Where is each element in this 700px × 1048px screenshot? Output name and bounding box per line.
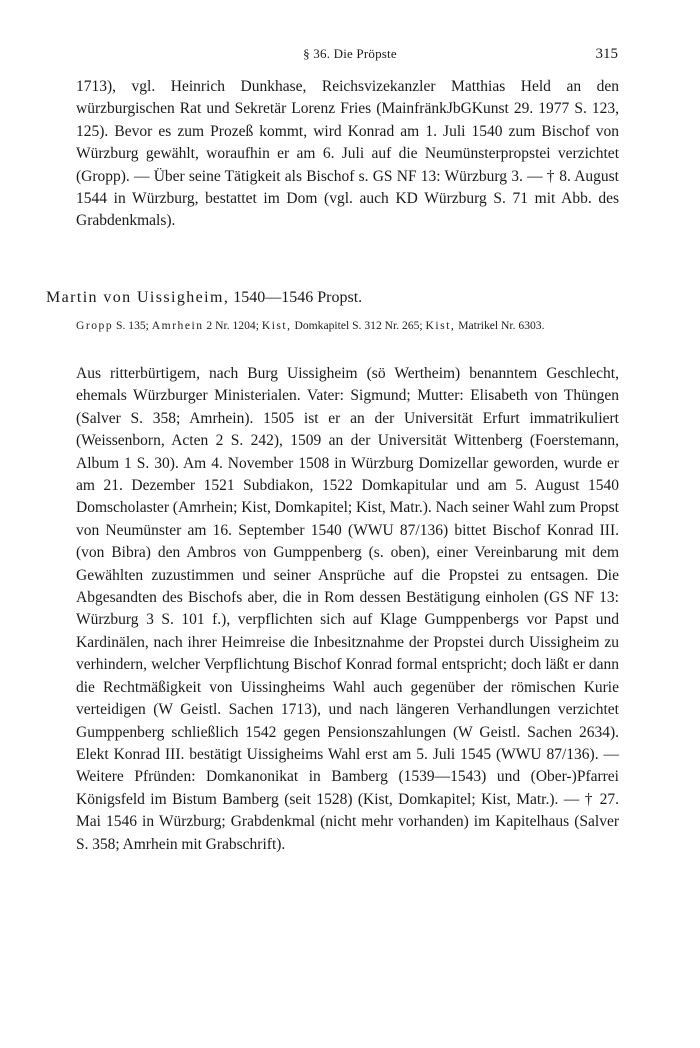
source-ref: 2 Nr. 1204;	[206, 319, 259, 332]
running-head	[0, 46, 700, 66]
biography-paragraph: Aus ritterbürtigem, nach Burg Uissigheim (sö Wertheim) benanntem Geschlecht, ehemals Würzburger Ministerialen. Vater: Sigmund; Mutter: Elisabeth von Thüngen (Salver S. 358; Amrhein). 1505 ist er an der Universität Erfurt immatrikuliert (Weissenborn, Acten 2 S. 242), 1509 an der Universität Wittenberg (Foerstemann, Album 1 S. 30). Am 4. November 1508 in Würzburg Domizellar geworden, wurde er am 21. Dezember 1521 Subdiakon, 1522 Domkapitular und am 5. August 1540 Domscholaster (Amrhein; Kist, Domkapitel; Kist, Matr.). Nach seiner Wahl zum Propst von Neumünster am 16. September 1540 (WWU 87/136) bittet Bischof Konrad III. (von Bibra) den Ambros von Gumppenberg (s. oben), einer Vereinbarung mit dem Gewählten zuzustimmen und seiner Ansprüche auf die Propstei zu entsagen. Die Abgesandten des Bischofs aber, die in Rom dessen Bestätigung einholen (GS NF 13: Würzburg 3 S. 101 f.), verpflichten sich auf Klage Gumppenbergs vor Papst und Kardinälen, nach ihrer Heimreise die Inbesitznahme der Propstei durch Uissigheim zu verhindern, welcher Verpflichtung Bischof Konrad formal entspricht; doch läßt er dann die Rechtmäßigkeit von Uissingheims Wahl auch gegenüber der römischen Kurie verteidigen (W Geistl. Sachen 1713), und nach längeren Verhandlungen verzichtet Gumppenberg schließlich 1542 gegen Pensionszahlungen (W Geistl. Sachen 2634). Elekt Konrad III. bestätigt Uissigheims Wahl erst am 5. Juli 1545 (WWU 87/136). — Weitere Pfründen: Domkanonikat in Bamberg (1539—1543) und (Ober-)Pfarrei Königsfeld im Bistum Bamberg (seit 1528) (Kist, Domkapitel; Kist, Matr.). — † 27. Mai 1546 in Würzburg; Grabdenkmal (nicht mehr vorhanden) im Kapitelhaus (Salver S. 358; Amrhein mit Grabschrift).	[76, 365, 619, 853]
page-number: 315	[595, 46, 618, 62]
continued-paragraph: 1713), vgl. Heinrich Dunkhase, Reichsvizekanzler Matthias Held an den würzburgischen Rat und Sekretär Lorenz Fries (MainfränkJbGKunst 29. 1977 S. 123, 125). Bevor es zum Prozeß kommt, wird Konrad am 1. Juli 1540 zum Bischof von Würzburg gewählt, woraufhin er am 6. Juli auf die Neumünsterpropstei verzichtet (Gropp). — Über seine Tätigkeit als Bischof s. GS NF 13: Würzburg 3. — † 8. August 1544 in Würzburg, bestattet im Dom (vgl. auch KD Würzburg S. 71 mit Abb. des Grabdenkmals).	[76, 78, 619, 230]
source-author: Kist,	[425, 319, 456, 332]
entry-heading	[46, 288, 606, 308]
source-references	[76, 318, 619, 334]
source-author: Kist,	[261, 319, 292, 332]
source-ref: Matrikel Nr. 6303.	[458, 319, 545, 332]
source-ref: S. 135;	[116, 319, 149, 332]
source-ref: Domkapitel S. 312 Nr. 265;	[294, 319, 423, 332]
source-author: Gropp	[76, 319, 114, 332]
entry-dates: 1540—1546 Propst.	[233, 289, 363, 306]
running-title: § 36. Die Pröpste	[303, 46, 397, 61]
source-author: Amrhein	[151, 319, 204, 332]
entry-name: Martin von Uissigheim,	[46, 289, 230, 306]
